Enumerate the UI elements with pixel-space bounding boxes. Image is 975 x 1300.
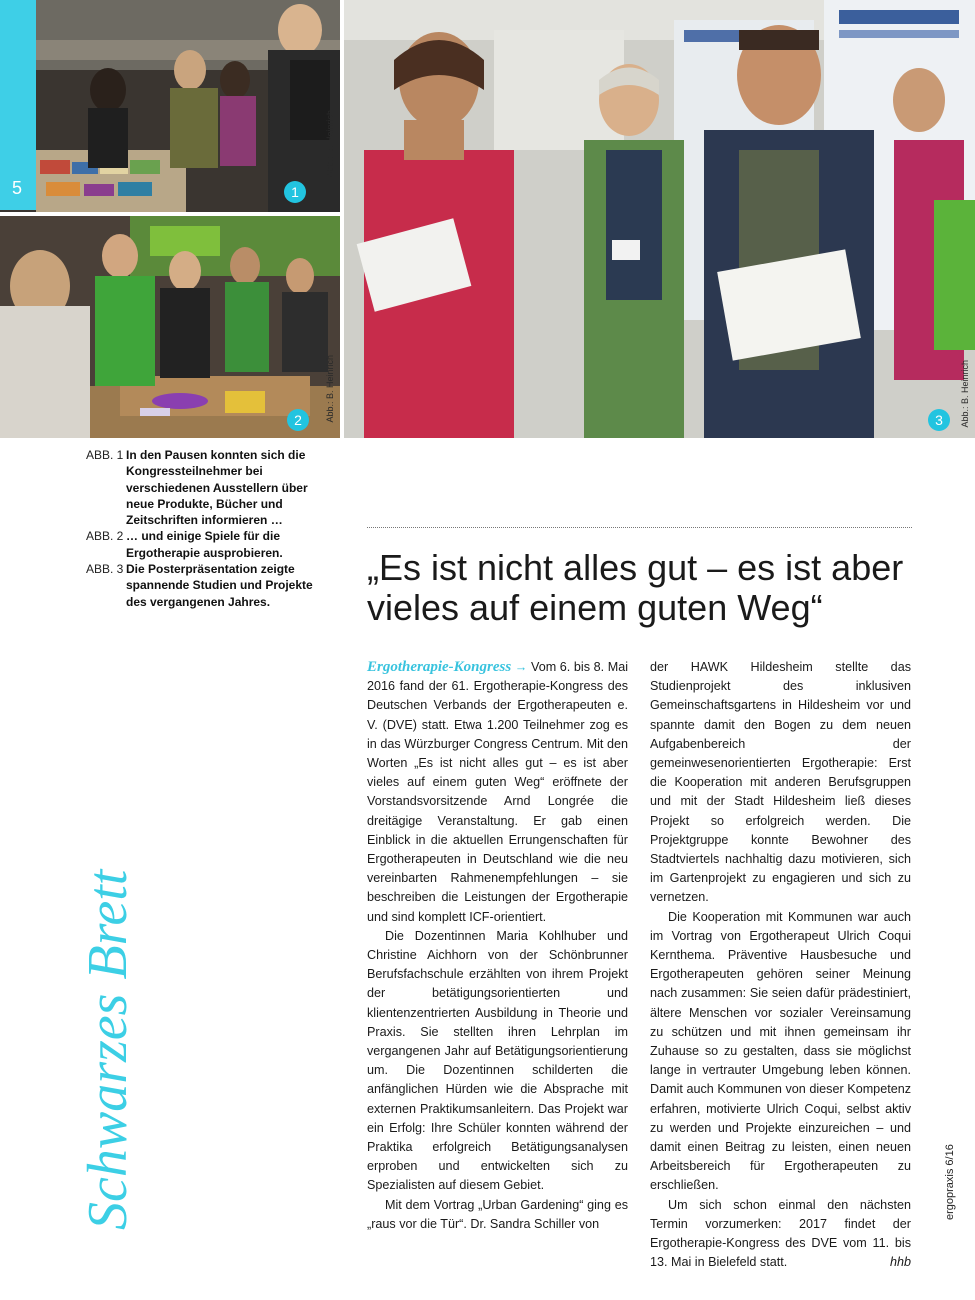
caption-item [86,447,316,528]
photo-poster-presentation [344,0,975,438]
caption-text: Die Posterpräsentation zeigte spannende Studien und Projekte des vergangenen Jahres. [126,562,313,609]
article-paragraph [650,1196,911,1273]
photo-number-badge: 3 [928,409,950,431]
photo-credit: Abb.: B. Heinrich [325,110,335,178]
article-kicker: Ergotherapie-Kongress [367,659,512,675]
article-column-right [650,658,911,1273]
page-number: 5 [12,178,23,198]
article-paragraph: der HAWK Hildesheim stellte das Studienprojekt des inklusiven Gemeinschaftsgartens in Hildesheim vor und spannte damit den Bogen zu dem neuen Aufgabenbereich der gemeinwesenorientierten Ergotherapie: Erst die Kooperation mit anderen Berufsgruppen und mit der Stadt Hildesheim ließ dieses Projekt so erfolgreich werden. Die Projektgruppe konnte Bewohner des Stadtviertels nachhaltig dazu motivieren, sich im Gartenprojekt zu engagieren und sich zu vernetzen. [650,660,911,905]
caption-label: ABB. 3 [86,562,124,577]
caption-text: In den Pausen konnten sich die Kongressteilnehmer bei verschiedenen Ausstellern über neue Produkte, Bücher und Zeitschriften informieren … [126,448,308,528]
paragraph-text: Um sich schon einmal den nächsten Termin vorzumerken: 2017 findet der Ergotherapie-Kongress des DVE vom 11. bis 13. Mai in Bielefeld statt. [650,1197,911,1270]
caption-text: … und einige Spiele für die Ergotherapie ausprobieren. [126,529,283,560]
photo-captions [86,447,316,610]
article-column-left [367,658,628,1234]
article-paragraph: Die Kooperation mit Kommunen war auch im Vortrag von Ergotherapeut Ulrich Coqui Kernthema. Präventive Hausbesuche und Ergotherapeuten gehören seiner Meinung nach zusammen: Sie seien dafür prädestiniert, ältere Menschen vor sozialer Vereinsamung zu schützen und mit ihnen gemeinsam ihr Zuhause so zu gestalten, dass sie möglichst lange in vertrauter Umgebung leben können. Damit auch Kommunen von dieser Kompetenz erfahren, motivierte Ulrich Coqui, selbst aktiv zu werden und Projekte einzureichen – und damit einen Beitrag zu leisten, einen neuen Arbeitsbereich für Ergotherapeuten zu erschließen. [650,909,911,1193]
caption-item [86,528,316,561]
article-paragraph: Mit dem Vortrag „Urban Gardening“ ging es „raus vor die Tür“. Dr. Sandra Schiller von [367,1197,628,1231]
caption-item [86,561,316,610]
caption-label: ABB. 2 [86,529,124,544]
photo-credit: Abb.: B. Heinrich [325,355,335,423]
section-title: Schwarzes Brett [77,869,139,1230]
article-paragraph [367,658,628,927]
caption-label: ABB. 1 [86,448,124,462]
arrow-icon: → [514,660,528,674]
photo-exhibition-books [0,0,340,212]
photo-number-badge: 1 [284,181,306,203]
article-paragraph: Die Dozentinnen Maria Kohlhuber und Christine Aichhorn von der Schönbrunner Berufsfachschule erzählten von ihrem Projekt der betätigungsorientierten und klientenzentrierten Ausbildung in Theorie und Praxis. Sie stellten ihren Lehrplan im vergangenen Jahr auf Betätigungsorientierung um. Die Dozentinnen schilderten die anfänglichen Hürden wie die Absprache mit externen Praktikumsanleitern. Das Projekt war ein Erfolg: Ihre Schüler konnten während der Praktika erfolgreich Betätigungsanalysen erproben und entwickelten sich zu Spezialisten auf diesem Gebiet. [367,928,628,1193]
photo-games-table [0,216,340,438]
photo-credit: Abb.: B. Heinrich [960,360,970,428]
dotted-divider [367,527,912,528]
photo-number-badge: 2 [287,409,309,431]
author-signature: hhb [889,1255,911,1270]
journal-issue: ergopraxis 6/16 [944,1144,956,1220]
paragraph-text: Vom 6. bis 8. Mai 2016 fand der 61. Ergotherapie-Kongress des Deutschen Verbands der Ergotherapeuten e. V. (DVE) statt. Etwa 1.200 Teilnehmer zog es in das Würzburger Congress Centrum. Mit den Worten „Es ist nicht alles gut – es ist aber vieles auf einem guten Weg“ eröffnete der Vorstandsvorsitzende Arnd Longrée die dreitägige Veranstaltung. Er gab einen Einblick in die aktuellen Errungenschaften für Ergotherapeuten in Deutschland wie die neu vereinbarten Rahmenempfehlungen – sie beschreiben die Leistungen der Ergotherapie und sind komplett ICF-orientiert. [367,660,629,924]
article-headline: „Es ist nicht alles gut – es ist aber vieles auf einem guten Weg“ [367,547,904,628]
